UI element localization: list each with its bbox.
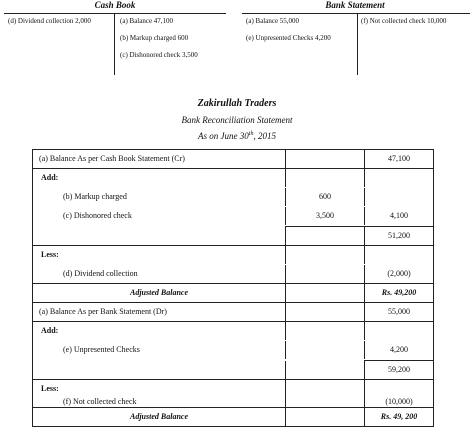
bank-statement-divider: [357, 13, 358, 75]
row-mid-amount: [285, 150, 364, 168]
cash-book-credit-entry: (b) Markup charged 600: [120, 34, 189, 42]
table-row: [33, 227, 433, 246]
row-mid-amount: 600: [285, 188, 364, 206]
row-amount: 51,200: [364, 227, 433, 245]
table-row: [33, 150, 433, 169]
statement-date-sup: th: [248, 131, 254, 137]
table-row: [33, 389, 433, 408]
row-label: Less:: [41, 384, 59, 393]
cash-book-top-line: [4, 13, 226, 14]
adjusted-balance-amount: Rs. 49,200: [364, 284, 433, 302]
adjusted-balance-amount: Rs. 49, 200: [364, 408, 433, 426]
row-mid-amount: [285, 408, 364, 426]
row-amount: 4,200: [364, 341, 433, 359]
bank-statement-title: Bank Statement: [325, 0, 385, 10]
row-mid-amount: [285, 284, 364, 302]
row-label: [33, 227, 285, 245]
row-mid-amount: [285, 227, 364, 245]
cash-book-debit-entry: (d) Dividend collection 2,000: [8, 17, 91, 25]
row-amount: [364, 169, 433, 187]
table-row: [33, 361, 433, 380]
row-label: Add:: [41, 326, 59, 335]
row-amount: (2,000): [364, 265, 433, 283]
cash-book-credit-entry: (a) Balance 47,100: [120, 17, 174, 25]
table-row: [33, 207, 433, 225]
row-amount: [364, 322, 433, 340]
row-label: (e) Unpresented Checks: [63, 345, 140, 354]
row-mid-amount: 3,500: [285, 207, 364, 225]
row-amount: 4,100: [364, 207, 433, 225]
row-mid-amount: [285, 341, 364, 359]
statement-date: [0, 131, 474, 141]
row-label: (a) Balance As per Bank Statement (Dr): [39, 307, 167, 316]
row-label: (d) Dividend collection: [63, 269, 138, 278]
company-name: Zakirullah Traders: [197, 98, 277, 109]
row-label: Add:: [41, 173, 59, 182]
bank-statement-debit-entry: (e) Unpresented Checks 4,200: [246, 34, 331, 42]
table-row: [33, 303, 433, 322]
row-mid-amount: [285, 322, 364, 340]
table-row: [33, 341, 433, 359]
table-row: [33, 188, 433, 206]
statement-date-suffix: , 2015: [253, 131, 276, 141]
row-mid-amount: [285, 246, 364, 264]
table-row: [33, 284, 433, 303]
row-amount: (10,000): [364, 393, 433, 411]
row-mid-amount: [285, 361, 364, 379]
bank-statement-debit-entry: (a) Balance 55,000: [246, 17, 300, 25]
row-label: (b) Markup charged: [63, 192, 127, 201]
bank-statement-credit-entry: (f) Not collected check 10,000: [361, 17, 447, 25]
row-mid-amount: [285, 169, 364, 187]
row-amount: 59,200: [364, 361, 433, 379]
cash-book-credit-entry: (c) Dishonored check 3,500: [120, 51, 198, 59]
table-row: [33, 246, 433, 264]
table-row: [33, 265, 433, 284]
table-row: [33, 169, 433, 187]
row-amount: 47,100: [364, 150, 433, 168]
row-label: Less:: [41, 250, 59, 259]
row-amount: 55,000: [364, 303, 433, 321]
row-mid-amount: [285, 265, 364, 283]
row-mid-amount: [285, 303, 364, 321]
row-amount: [364, 188, 433, 206]
adjusted-balance-label: Adjusted Balance: [129, 412, 188, 421]
cash-book-divider: [114, 13, 115, 75]
row-label: (a) Balance As per Cash Book Statement (Cr): [39, 154, 185, 163]
table-row: [33, 408, 433, 426]
row-label: (c) Dishonored check: [63, 211, 132, 220]
row-amount: [364, 246, 433, 264]
row-label: (f) Not collected check: [63, 397, 137, 406]
reconciliation-table: [32, 149, 434, 427]
statement-date-prefix: As on June 30: [198, 131, 249, 141]
row-label: [33, 361, 285, 379]
statement-title: Bank Reconciliation Statement: [181, 115, 293, 125]
adjusted-balance-label: Adjusted Balance: [129, 288, 188, 297]
table-row: [33, 322, 433, 340]
row-mid-amount: [285, 389, 364, 407]
bank-statement-top-line: [242, 13, 470, 14]
cash-book-title: Cash Book: [94, 0, 136, 10]
